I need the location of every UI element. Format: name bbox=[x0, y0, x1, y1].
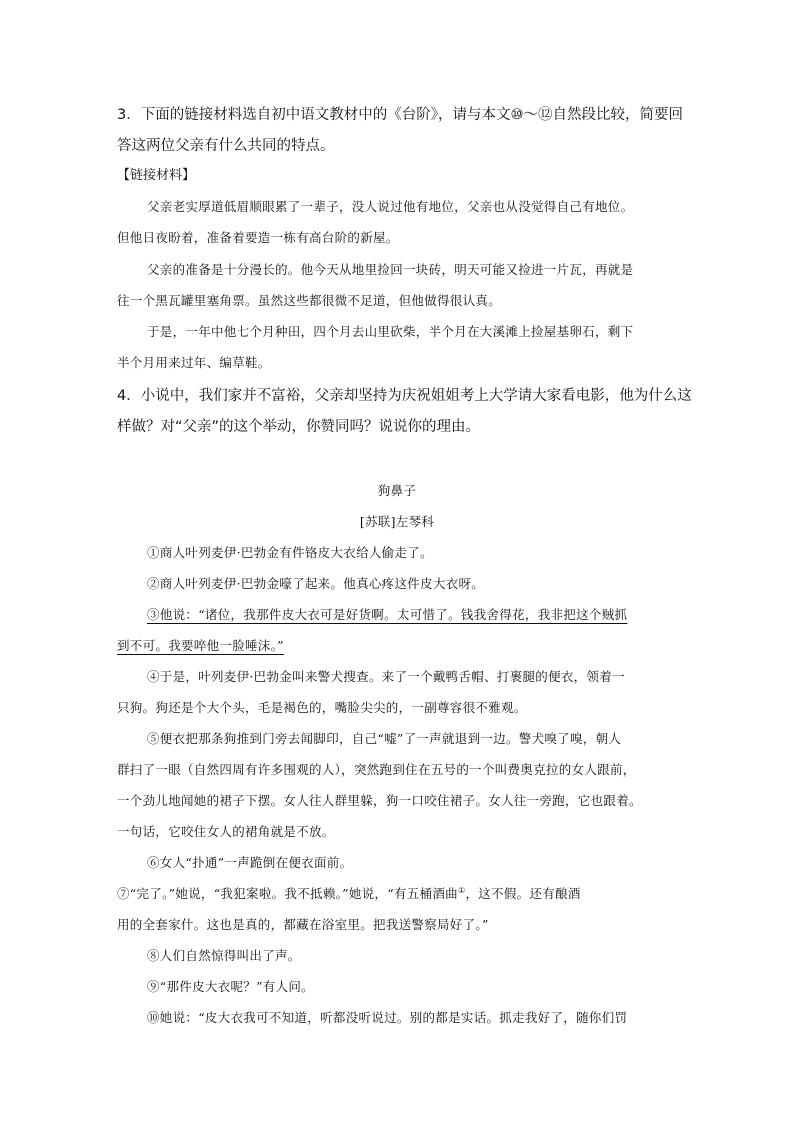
underlined-line: ③他说：“诸位，我那件皮大衣可是好货啊。太可惜了。钱我舍得花，我非把这个贼抓 bbox=[147, 607, 628, 622]
material-line: 但他日夜盼着，准备着要造一栋有高台阶的新屋。 bbox=[117, 230, 399, 245]
paragraph-line: ⑨“那件皮大衣呢？”有人问。 bbox=[147, 979, 314, 994]
paragraph-line: 用的全套家什。这也是真的，都藏在浴室里。把我送警察局好了。” bbox=[117, 917, 489, 932]
paragraph-line: ⑥女人“扑通”一声跪倒在便衣面前。 bbox=[147, 855, 353, 870]
paragraph-line: ④于是，叶列麦伊·巴勃金叫来警犬搜查。来了一个戴鸭舌帽、打裹腿的便衣，领着一 bbox=[147, 669, 625, 684]
material-line: 父亲老实厚道低眉顺眼累了一辈子，没人说过他有地位，父亲也从没觉得自己有地位。 bbox=[147, 199, 634, 214]
material-line: 于是，一年中他七个月种田，四个月去山里砍柴，半个月在大溪滩上捡屋基卵石，剩下 bbox=[147, 324, 634, 339]
footnote-marker[interactable]: ① bbox=[457, 885, 466, 895]
link-material-label: 【链接材料】 bbox=[117, 168, 196, 183]
question-4-line-1: 4．小说中，我们家并不富裕，父亲却坚持为庆祝姐姐考上大学请大家看电影，他为什么这 bbox=[117, 388, 692, 404]
material-line: 父亲的准备是十分漫长的。他今天从地里捡回一块砖，明天可能又捡进一片瓦，再就是 bbox=[147, 262, 634, 277]
question-3-line-1: 3．下面的链接材料选自初中语文教材中的《台阶》，请与本文⑩～⑫自然段比较，简要回 bbox=[117, 107, 683, 123]
underlined-line: 到不可。我要啐他一脸唾沫。” bbox=[117, 638, 284, 653]
paragraph-line bbox=[117, 884, 581, 902]
story-author: [苏联]左琴科 bbox=[359, 514, 435, 529]
material-line: 半个月用来过年、编草鞋。 bbox=[117, 355, 271, 370]
paragraph-line: ⑤便衣把那条狗推到门旁去闻脚印，自己“嘘”了一声就退到一边。警犬嗅了嗅，朝人 bbox=[147, 731, 622, 746]
question-4-line-2: 样做？对“父亲”的这个举动，你赞同吗？说说你的理由。 bbox=[117, 419, 481, 435]
story-title: 狗鼻子 bbox=[377, 483, 417, 498]
dialogue-text: ⑦“完了。”她说，“我犯案啦。我不抵赖。”她说，“有五桶酒曲 bbox=[117, 886, 458, 901]
paragraph-line: 一句话，它咬住女人的裙角就是不放。 bbox=[117, 824, 335, 839]
paragraph-line: ②商人叶列麦伊·巴勃金嚎了起来。他真心疼这件皮大衣呀。 bbox=[147, 576, 485, 591]
paragraph-line: ⑧人们自然惊得叫出了声。 bbox=[147, 948, 301, 963]
question-3-line-2: 答这两位父亲有什么共同的特点。 bbox=[117, 138, 335, 154]
paragraph-line: ⑩她说：“皮大衣我可不知道，听都没听说过。别的都是实话。抓走我好了，随你们罚 bbox=[147, 1010, 628, 1025]
dialogue-text: ，这不假。还有酿酒 bbox=[465, 886, 581, 901]
material-line: 往一个黑瓦罐里塞角票。虽然这些都很微不足道，但他做得很认真。 bbox=[117, 293, 502, 308]
paragraph-line: ①商人叶列麦伊·巴勃金有件铬皮大衣给人偷走了。 bbox=[147, 545, 433, 560]
paragraph-line: 只狗。狗还是个大个头，毛是褐色的，嘴脸尖尖的，一副尊容很不雅观。 bbox=[117, 700, 527, 715]
paragraph-line: 群扫了一眼（自然四周有许多围观的人），突然跑到住在五号的一个叫费奥克拉的女人跟前， bbox=[117, 762, 636, 777]
paragraph-line: 一个劲儿地闻她的裙子下摆。女人往人群里躲，狗一口咬住裙子。女人往一旁跑，它也跟着。 bbox=[117, 793, 642, 808]
